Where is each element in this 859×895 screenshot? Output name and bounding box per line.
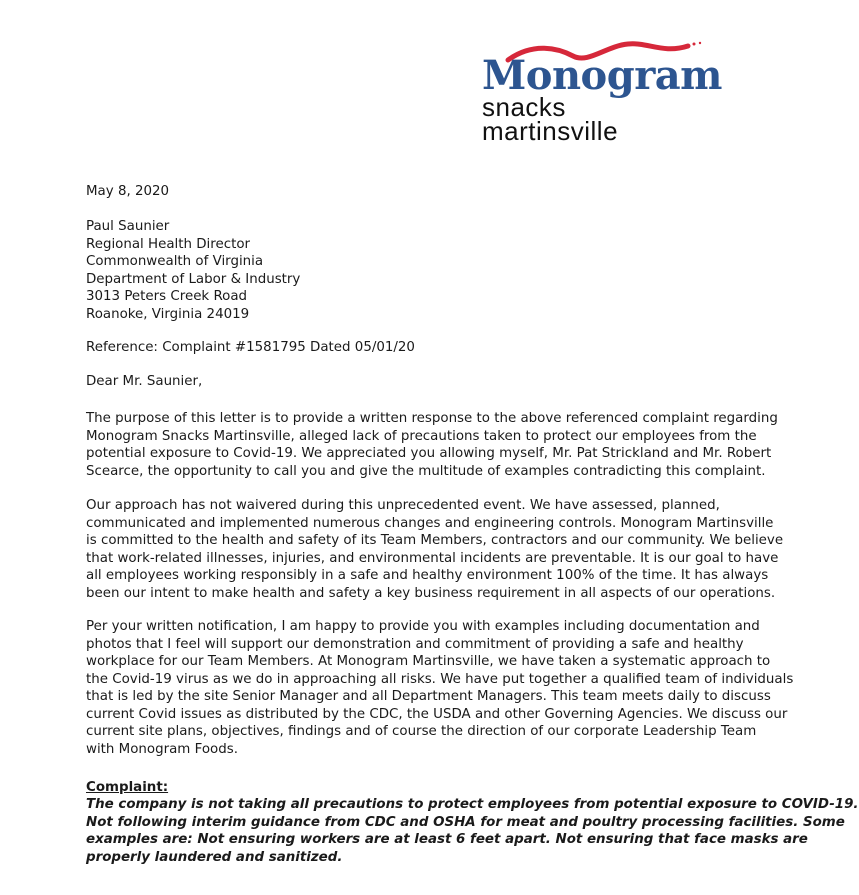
logo-line-martinsville: martinsville — [482, 116, 619, 146]
paragraph-line: Per your written notification, I am happy to provide you with examples including documentation and — [86, 619, 760, 634]
body-paragraph-2 — [86, 497, 784, 602]
complaint-heading: Complaint: — [86, 780, 169, 795]
recipient-line: Regional Health Director — [86, 236, 251, 252]
paragraph-line: that is led by the site Senior Manager and all Department Managers. This team meets daily to discuss — [86, 689, 771, 704]
paragraph-line: all employees working responsibly in a safe and healthy environment 100% of the time. It has always — [86, 568, 769, 583]
paragraph-line: that work-related illnesses, injuries, and environmental incidents are preventable. It is our goal to have — [86, 550, 779, 566]
reference-line: Reference: Complaint #1581795 Dated 05/01/20 — [86, 340, 415, 355]
recipient-address — [86, 218, 300, 323]
recipient-line: Paul Saunier — [86, 219, 170, 234]
complaint-line: examples are: Not ensuring workers are at least 6 feet apart. Not ensuring that face masks are — [86, 832, 808, 847]
paragraph-line: the Covid-19 virus as we do in approaching all risks. We have put together a qualified team of individuals — [86, 671, 794, 687]
paragraph-line: Scearce, the opportunity to call you and give the multitude of examples contradicting this complaint. — [86, 463, 766, 479]
paragraph-line: current site plans, objectives, findings and of course the direction of our corporate Leadership Team — [86, 724, 757, 739]
paragraph-line: The purpose of this letter is to provide a written response to the above referenced complaint regarding — [86, 411, 778, 426]
paragraph-line: potential exposure to Covid-19. We appreciated you allowing myself, Mr. Pat Strickland and Mr. Robert — [86, 446, 772, 461]
paragraph-line: workplace for our Team Members. At Monogram Martinsville, we have taken a systematic approach to — [86, 654, 771, 669]
complaint-line: properly laundered and sanitized. — [86, 849, 343, 865]
paragraph-line: current Covid issues as distributed by the CDC, the USDA and other Governing Agencies. We discuss our — [86, 706, 788, 722]
paragraph-line: photos that I feel will support our demonstration and commitment of providing a safe and healthy — [86, 636, 744, 652]
body-paragraph-1 — [86, 410, 778, 480]
recipient-line: Roanoke, Virginia 24019 — [86, 306, 250, 322]
logo-line-snacks: snacks — [482, 92, 566, 122]
complaint-body — [86, 796, 859, 866]
complaint-line: The company is not taking all precautions to protect employees from potential exposure to COVID-19. — [86, 797, 859, 812]
salutation: Dear Mr. Saunier, — [86, 374, 203, 389]
paragraph-line: communicated and implemented numerous changes and engineering controls. Monogram Martinsville — [86, 515, 774, 531]
paragraph-line: with Monogram Foods. — [86, 741, 238, 757]
company-logo — [478, 34, 723, 146]
recipient-line: 3013 Peters Creek Road — [86, 289, 248, 304]
paragraph-line: is committed to the health and safety of its Team Members, contractors and our community. We believe — [86, 533, 784, 548]
paragraph-line: Monogram Snacks Martinsville, alleged lack of precautions taken to protect our employees from the — [86, 428, 757, 444]
letter-date: May 8, 2020 — [86, 184, 170, 199]
paragraph-line: Our approach has not waivered during this unprecedented event. We have assessed, planned, — [86, 498, 720, 513]
body-paragraph-3 — [86, 618, 794, 758]
paragraph-line: been our intent to make health and safety a key business requirement in all aspects of our operations. — [86, 585, 776, 601]
logo-brand-text: Monogram — [482, 52, 723, 99]
recipient-line: Department of Labor & Industry — [86, 271, 301, 287]
complaint-line: Not following interim guidance from CDC and OSHA for meat and poultry processing facilities. Some — [86, 814, 845, 830]
recipient-line: Commonwealth of Virginia — [86, 254, 264, 269]
